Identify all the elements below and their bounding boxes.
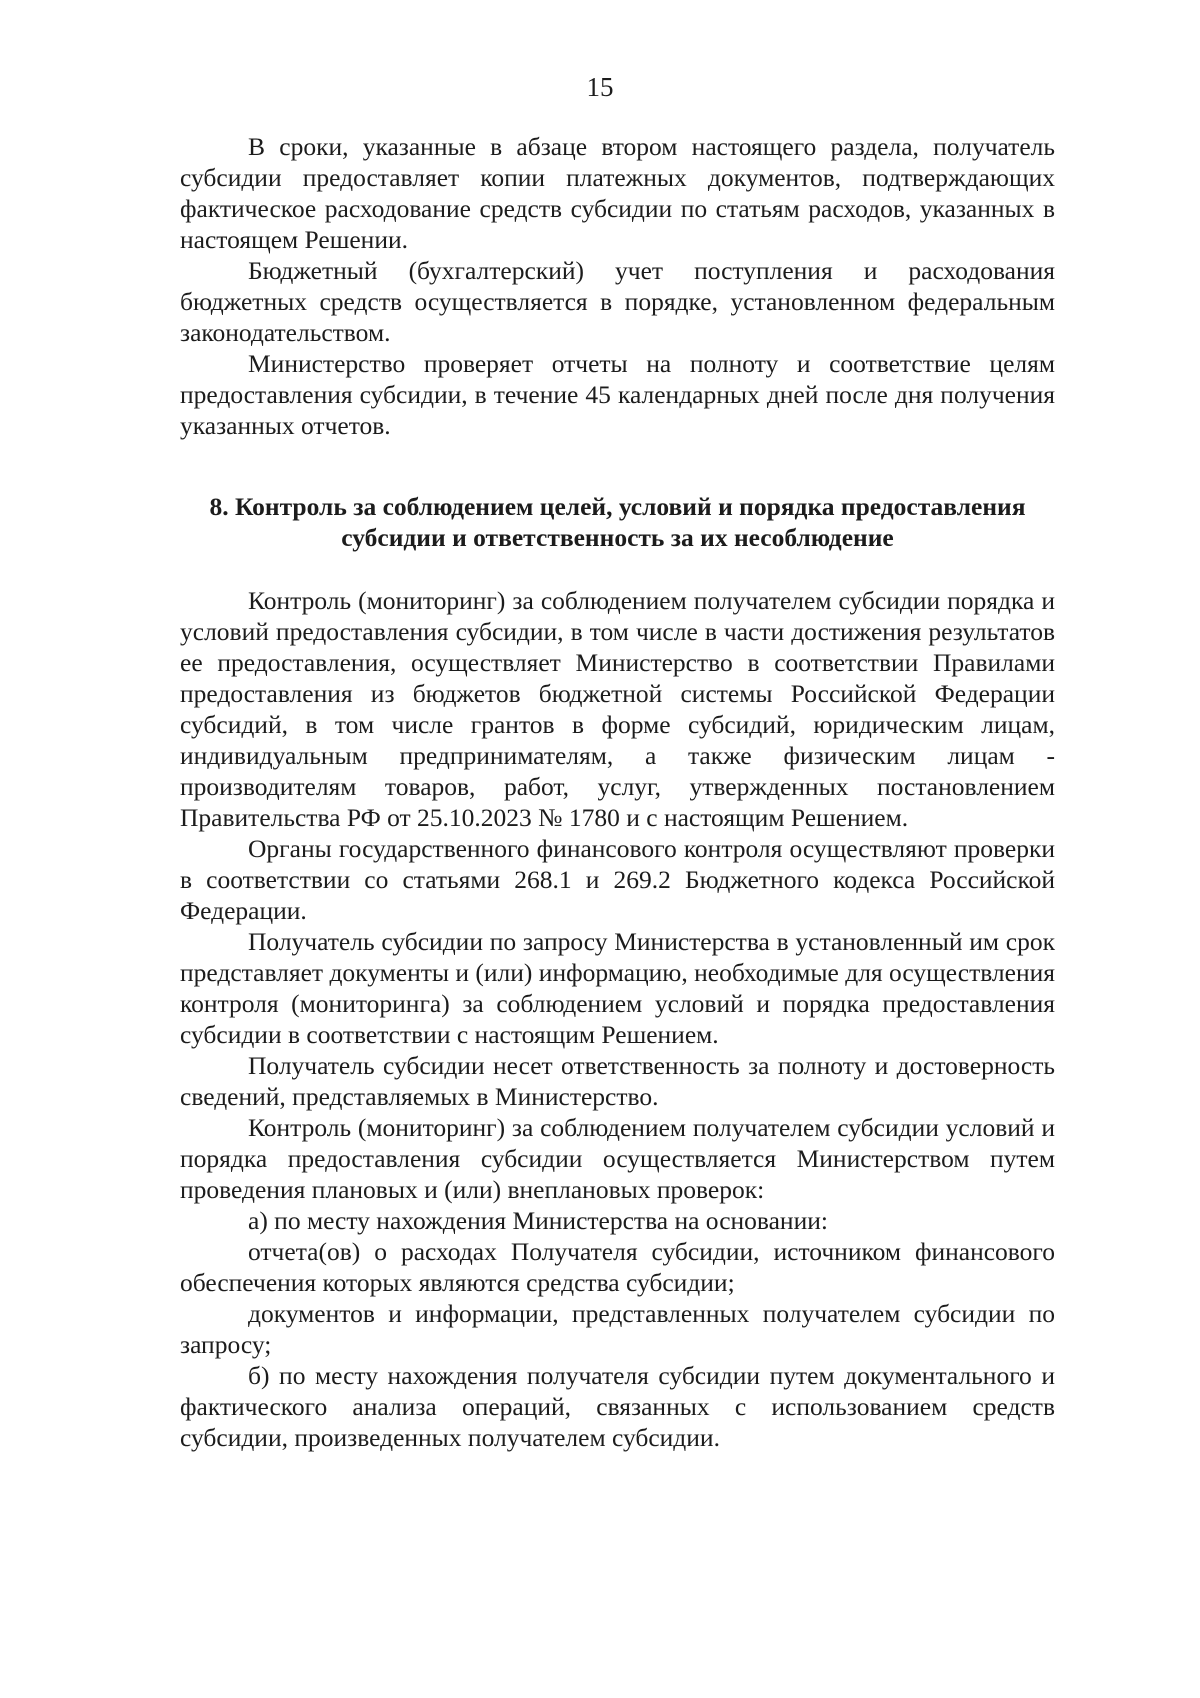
section-heading-line: 8. Контроль за соблюдением целей, условий и порядка предоставления [209, 492, 1026, 521]
paragraph: б) по месту нахождения получателя субсидии путем документального и фактического анализа операций, связанных с использованием средств субсидии, произведенных получателем субсидии. [180, 1361, 1055, 1452]
section-heading-line: субсидии и ответственность за их несоблюдение [341, 523, 894, 552]
paragraph: Получатель субсидии по запросу Министерства в установленный им срок представляет документы и (или) информацию, необходимые для осуществления контроля (мониторинга) за соблюдением условий и порядка предоставления субсидии в соответствии с настоящим Решением. [180, 927, 1055, 1049]
paragraph: документов и информации, представленных получателем субсидии по запросу; [180, 1299, 1055, 1359]
paragraph: Получатель субсидии несет ответственность за полноту и достоверность сведений, представляемых в Министерство. [180, 1051, 1055, 1111]
section-heading [180, 491, 1055, 553]
paragraph: Министерство проверяет отчеты на полноту и соответствие целям предоставления субсидии, в течение 45 календарных дней после дня получения указанных отчетов. [180, 349, 1055, 440]
paragraph: а) по месту нахождения Министерства на основании: [248, 1206, 828, 1235]
paragraph: Бюджетный (бухгалтерский) учет поступления и расходования бюджетных средств осуществляется в порядке, установленном федеральным законодательством. [180, 256, 1055, 347]
reporting-paragraphs [180, 131, 1055, 441]
control-paragraphs [180, 585, 1055, 1453]
paragraph: В сроки, указанные в абзаце втором настоящего раздела, получатель субсидии предоставляет копии платежных документов, подтверждающих фактическое расходование средств субсидии по статьям расходов, указанных в настоящем Решении. [180, 132, 1055, 254]
paragraph: Органы государственного финансового контроля осуществляют проверки в соответствии со статьями 268.1 и 269.2 Бюджетного кодекса Российской Федерации. [180, 834, 1055, 925]
page-number: 15 [586, 72, 614, 102]
paragraph: Контроль (мониторинг) за соблюдением получателем субсидии порядка и условий предоставления субсидии, в том числе в части достижения результатов ее предоставления, осуществляет Министерство в соответствии Правилами предоставления из бюджетов бюджетной системы Российской Федерации субсидий, в том числе грантов в форме субсидий, юридическим лицам, индивидуальным предпринимателям, а также физическим лицам - производителям товаров, работ, услуг, утвержденных постановлением Правительства РФ от 25.10.2023 № 1780 и с настоящим Решением. [180, 586, 1055, 832]
paragraph: отчета(ов) о расходах Получателя субсидии, источником финансового обеспечения которых являются средства субсидии; [180, 1237, 1055, 1297]
paragraph: Контроль (мониторинг) за соблюдением получателем субсидии условий и порядка предоставления субсидии осуществляется Министерством путем проведения плановых и (или) внеплановых проверок: [180, 1113, 1055, 1204]
